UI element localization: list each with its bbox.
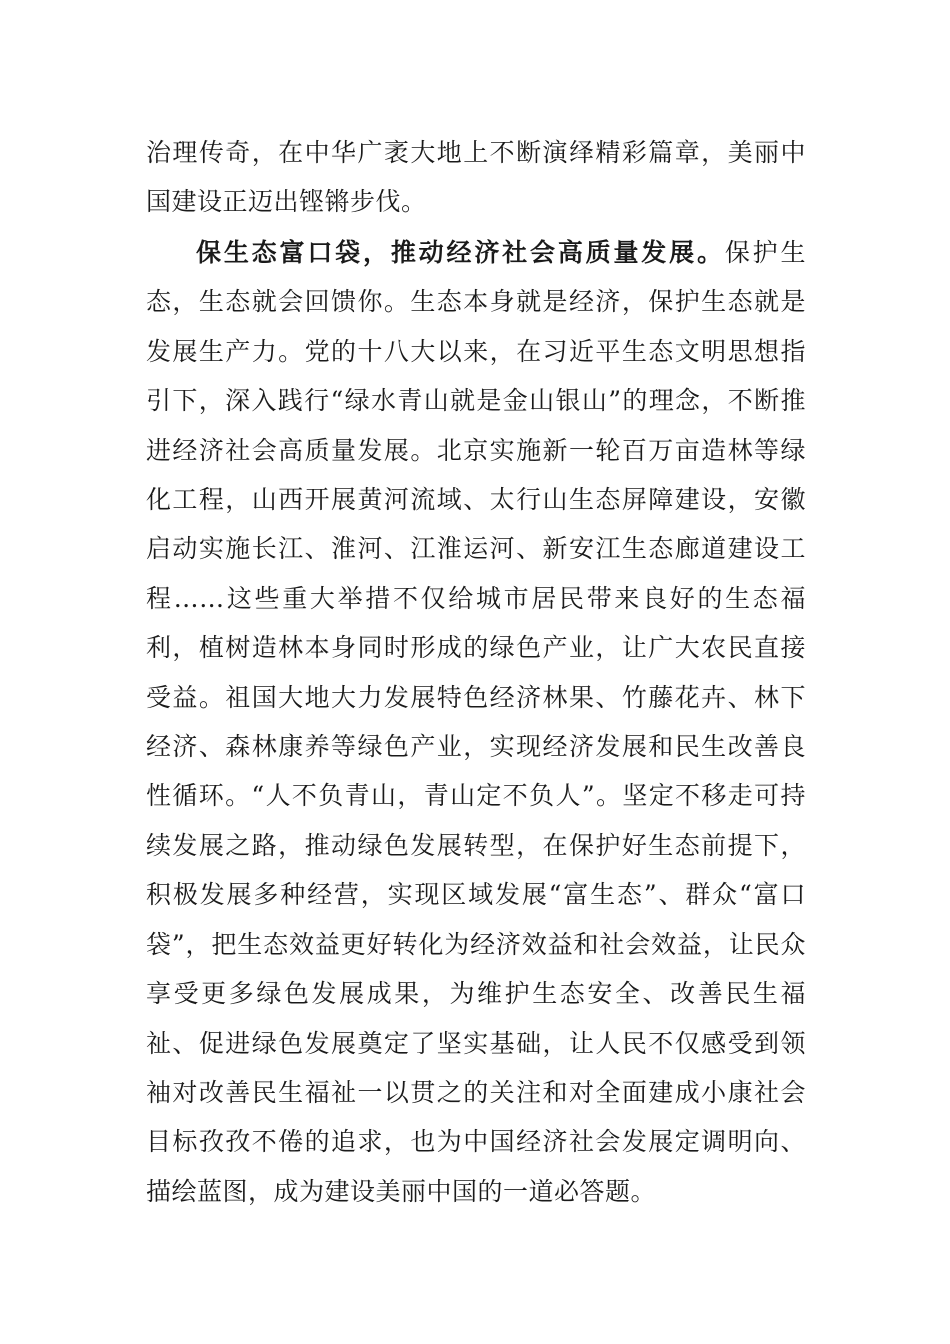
paragraph-lead-heading: 保生态富口袋，推动经济社会高质量发展。 <box>196 238 725 267</box>
paragraph-ecology-economy <box>146 228 806 1216</box>
paragraph-text: 治理传奇，在中华广袤大地上不断演绎精彩篇章，美丽中国建设正迈出铿锵步伐。 <box>146 138 806 217</box>
paragraph-continued <box>146 128 806 227</box>
paragraph-text: 保护生态，生态就会回馈你。生态本身就是经济，保护生态就是发展生产力。党的十八大以来，在习近平生态文明思想指引下，深入践行“绿水青山就是金山银山”的理念，不断推进经济社会高质量发展。北京实施新一轮百万亩造林等绿化工程，山西开展黄河流域、太行山生态屏障建设，安徽启动实施长江、淮河、江淮运河、新安江生态廊道建设工程……这些重大举措不仅给城市居民带来良好的生态福利，植树造林本身同时形成的绿色产业，让广大农民直接受益。祖国大地大力发展特色经济林果、竹藤花卉、林下经济、森林康养等绿色产业，实现经济发展和民生改善良性循环。“人不负青山，青山定不负人”。坚定不移走可持续发展之路，推动绿色发展转型，在保护好生态前提下，积极发展多种经营，实现区域发展“富生态”、群众“富口袋”，把生态效益更好转化为经济效益和社会效益，让民众享受更多绿色发展成果，为维护生态安全、改善民生福祉、促进绿色发展奠定了坚实基础，让人民不仅感受到领袖对改善民生福祉一以贯之的关注和对全面建成小康社会目标孜孜不倦的追求，也为中国经济社会发展定调明向、描绘蓝图，成为建设美丽中国的一道必答题。 <box>146 238 806 1206</box>
